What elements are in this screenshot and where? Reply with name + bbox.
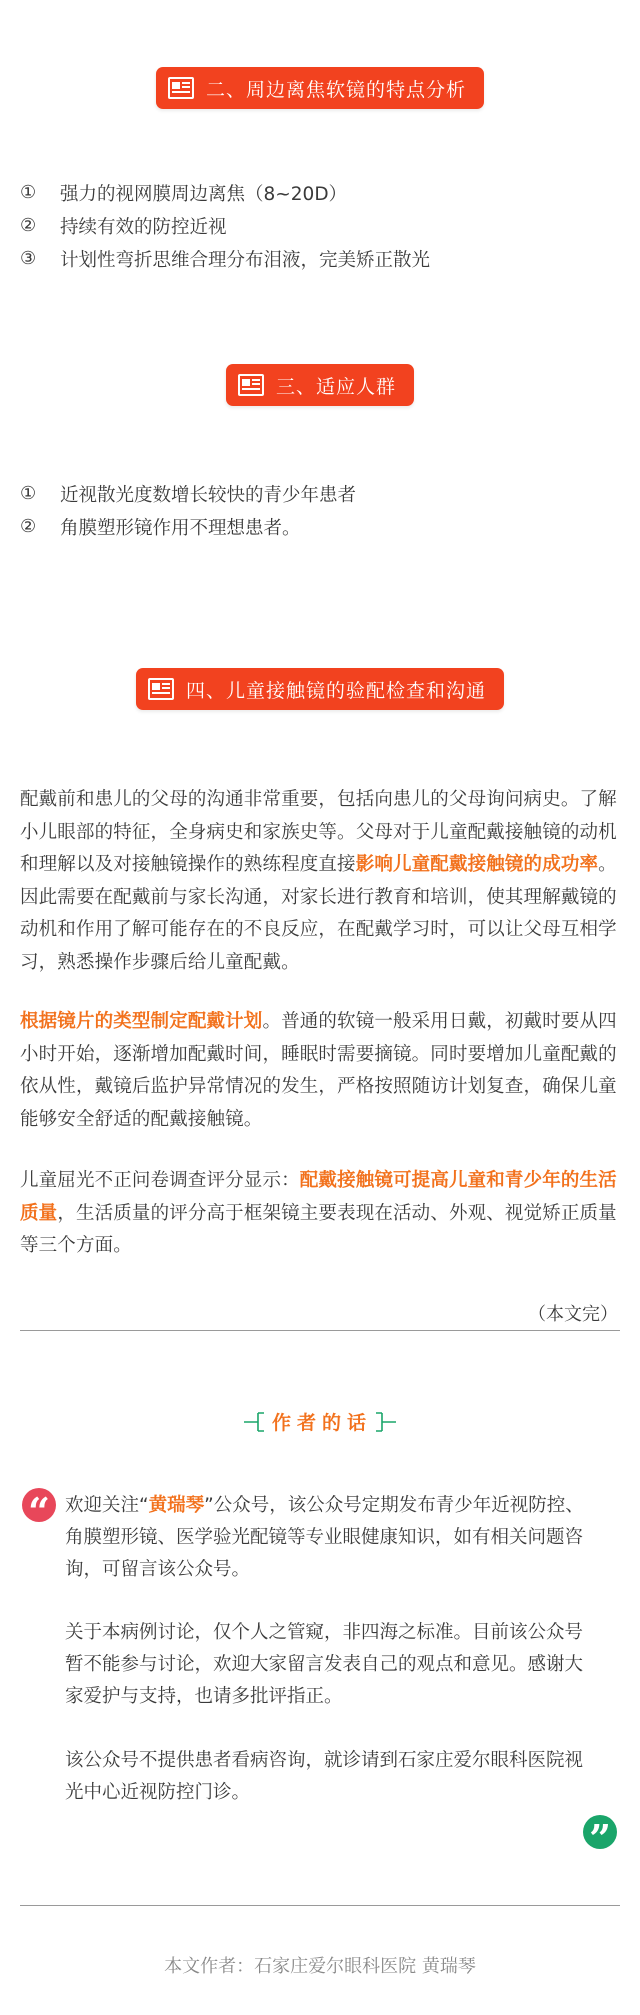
end-note: （本文完） <box>528 1304 618 1325</box>
section-title: 三、适应人群 <box>275 375 397 398</box>
list-item: ③ 计划性弯折思维合理分布泪液，完美矫正散光 <box>20 248 431 271</box>
open-quote-icon: “ <box>22 1488 56 1522</box>
body-paragraph: 儿童屈光不正问卷调查评分显示：配戴接触镜可提高儿童和青少年的生活质量，生活质量的评分高于框架镜主要表现在活动、外观、视觉矫正质量等三个方面。 <box>20 1170 617 1256</box>
section-banner-fitting <box>136 668 504 710</box>
audience-list <box>20 477 620 543</box>
section-title: 二、周边离焦软镜的特点分析 <box>205 78 467 101</box>
feature-list <box>20 176 620 275</box>
author-name: 黄瑞琴 <box>148 1495 205 1516</box>
highlight-text: 影响儿童配戴接触镜的成功率 <box>355 854 599 875</box>
newspaper-icon <box>238 374 264 396</box>
author-words-title: 作者的话 <box>244 1408 396 1435</box>
right-bracket-decoration <box>374 1409 396 1435</box>
section-banner-features <box>156 67 484 109</box>
highlight-text: 配戴接触镜可提高儿童和青少年的生活质量 <box>20 1170 617 1224</box>
author-paragraph: 该公众号不提供患者看病咨询，就诊请到石家庄爱尔眼科医院视光中心近视防控门诊。 <box>65 1750 584 1803</box>
body-paragraph: 配戴前和患儿的父母的沟通非常重要，包括向患儿的父母询问病史。了解小儿眼部的特征，全身病史和家族史等。父母对于儿童配戴接触镜的动机和理解以及对接触镜操作的熟练程度直接影响儿童配戴接触镜的成功率。因此需要在配戴前与家长沟通，对家长进行教育和培训，使其理解戴镜的动机和作用了解可能存在的不良反应，在配戴学习时，可以让父母互相学习，熟悉操作步骤后给儿童配戴。 <box>20 789 617 973</box>
list-item: ① 强力的视网膜周边离焦（8~20D） <box>20 182 348 205</box>
divider <box>20 1905 620 1906</box>
list-item: ① 近视散光度数增长较快的青少年患者 <box>20 483 357 506</box>
list-item: ② 角膜塑形镜作用不理想患者。 <box>20 516 301 539</box>
author-credit: 本文作者：石家庄爱尔眼科医院 黄瑞琴 <box>164 1956 476 1977</box>
close-quote-icon: ” <box>583 1815 617 1849</box>
list-item: ② 持续有效的防控近视 <box>20 215 227 238</box>
author-paragraph: 关于本病例讨论，仅个人之管窥，非四海之标准。目前该公众号暂不能参与讨论，欢迎大家留言发表自己的观点和意见。感谢大家爱护与支持，也请多批评指正。 <box>65 1622 584 1707</box>
section-banner-audience <box>226 364 414 406</box>
left-bracket-decoration <box>244 1409 266 1435</box>
newspaper-icon <box>168 77 194 99</box>
highlight-text: 根据镜片的类型制定配戴计划 <box>20 1011 263 1032</box>
section-title: 四、儿童接触镜的验配检查和沟通 <box>185 679 487 702</box>
divider <box>20 1330 620 1331</box>
newspaper-icon <box>148 678 174 700</box>
body-paragraph: 根据镜片的类型制定配戴计划。普通的软镜一般采用日戴，初戴时要从四小时开始，逐渐增加配戴时间，睡眠时需要摘镜。同时要增加儿童配戴的依从性，戴镜后监护异常情况的发生，严格按照随访计划复查，确保儿童能够安全舒适的配戴接触镜。 <box>20 1011 617 1130</box>
author-paragraph: 欢迎关注“黄瑞琴”公众号，该公众号定期发布青少年近视防控、角膜塑形镜、医学验光配镜等专业眼健康知识，如有相关问题咨询，可留言该公众号。 <box>65 1495 584 1580</box>
